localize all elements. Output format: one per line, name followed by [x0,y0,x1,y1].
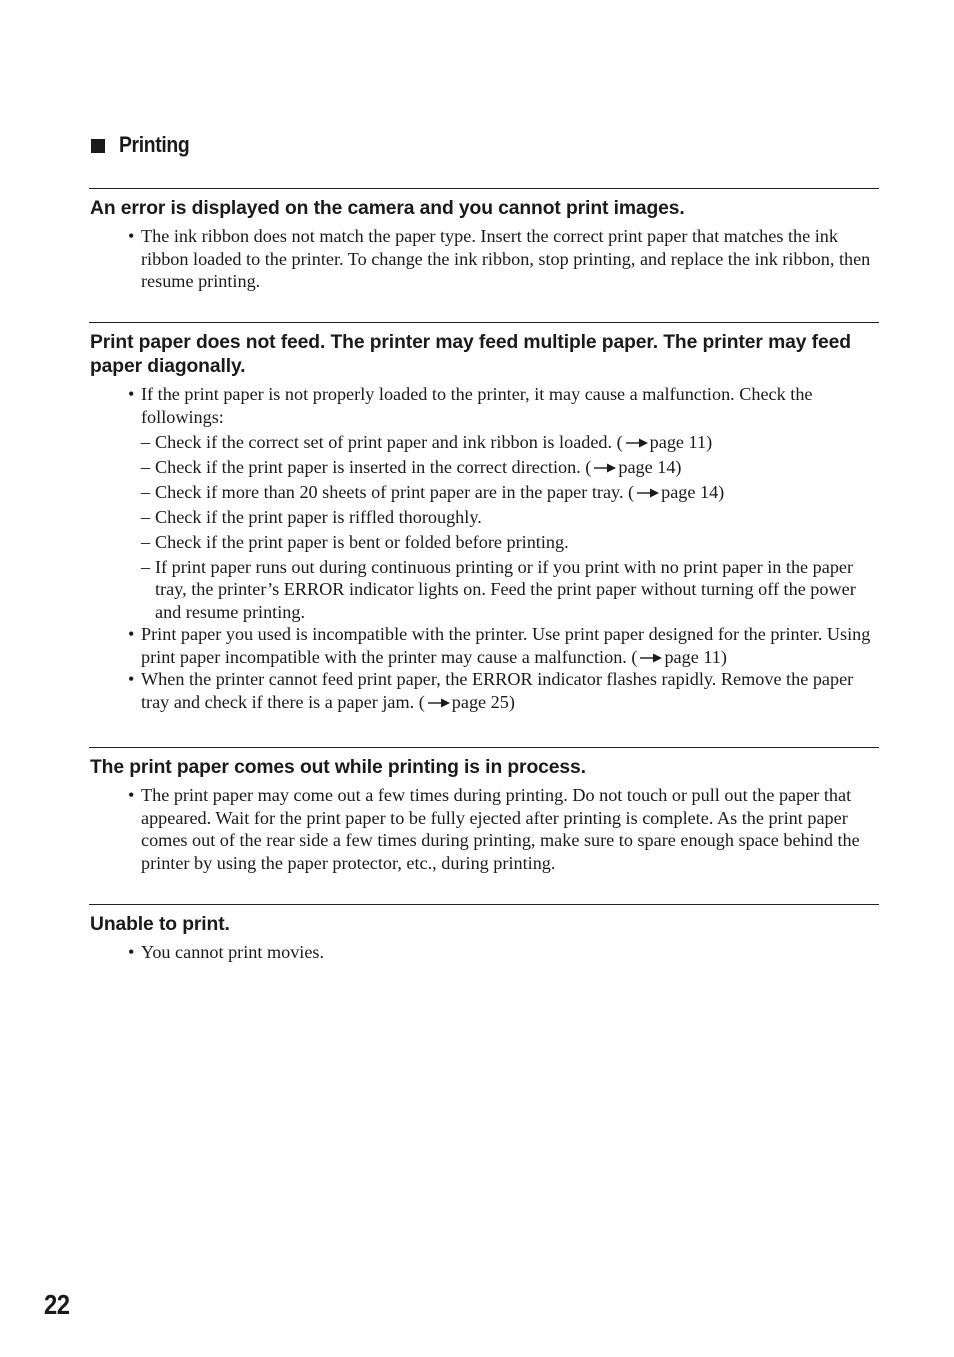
divider [89,904,879,905]
section-title: Printing [119,132,190,157]
list-item [89,383,879,428]
page-reference: page 11) [664,646,727,667]
bullet-marker: • [128,942,135,962]
dash-marker: – [141,431,151,452]
dash-marker: – [141,506,151,527]
sub-list-item [89,531,879,554]
list-item-text: When the printer cannot feed print paper, the ERROR indicator flashes rapidly. Remove the paper tray and check if there is a paper jam. ( [141,669,854,712]
page-reference: page 14) [618,456,682,477]
block-body [89,784,879,874]
list-item [89,225,879,293]
list-item [89,623,879,668]
troubleshooting-block-paper-not-feed [89,322,879,713]
block-body [89,941,879,964]
bullet-marker: • [128,226,135,246]
list-item-text: Print paper you used is incompatible with the printer. Use print paper designed for the printer. Using print paper incompatible with the printer may cause a malfunction. ( [141,624,871,667]
list-item-text: If print paper runs out during continuous printing or if you print with no print paper in the paper tray, the printer’s ERROR indicator lights on. Feed the print paper without turning off the power and resume printing. [155,556,856,622]
bullet-marker: • [128,669,135,689]
list-item [89,668,879,713]
block-heading: Print paper does not feed. The printer may feed multiple paper. The printer may feed paper diagonally. [90,332,851,377]
right-arrow-icon [636,487,660,499]
dash-marker: – [141,456,151,477]
list-item-text: Check if the correct set of print paper and ink ribbon is loaded. ( [155,431,623,452]
dash-marker: – [141,531,151,552]
right-arrow-icon [625,437,649,449]
list-item [89,941,879,964]
sub-list-item [89,506,879,529]
right-arrow-icon [593,462,617,474]
dash-marker: – [141,556,151,577]
divider [89,322,879,323]
sub-list-item [89,456,879,479]
block-heading: The print paper comes out while printing is in process. [90,757,586,778]
block-heading: An error is displayed on the camera and you cannot print images. [90,198,685,219]
page-reference: page 11) [649,431,713,452]
section-header [91,130,199,160]
right-arrow-icon [639,652,663,664]
right-arrow-icon [427,697,451,709]
block-body [89,383,879,713]
list-item-text: Check if the print paper is inserted in the correct direction. ( [155,456,592,477]
dash-marker: – [141,481,151,502]
list-item-text: Check if the print paper is bent or folded before printing. [155,531,569,552]
list-item-text: You cannot print movies. [141,942,325,962]
troubleshooting-block-unable-to-print [89,904,879,964]
page-number: 22 [44,1289,70,1320]
sub-list-item [89,481,879,504]
list-item-text: Check if more than 20 sheets of print paper are in the paper tray. ( [155,481,635,502]
list-item-text: The ink ribbon does not match the paper type. Insert the correct print paper that matches the ink ribbon loaded to the printer. To change the ink ribbon, stop printing, and replace the ink ribbon, then resume printing. [141,226,871,291]
bullet-marker: • [128,624,135,644]
list-item [89,784,879,874]
list-item-text: Check if the print paper is riffled thoroughly. [155,506,482,527]
page-reference: page 25) [451,691,515,712]
bullet-marker: • [128,785,135,805]
sub-list-item [89,431,879,454]
bullet-marker: • [128,384,135,404]
divider [89,747,879,748]
page-reference: page 14) [661,481,725,502]
block-heading: Unable to print. [90,914,230,935]
list-item-text: If the print paper is not properly loaded to the printer, it may cause a malfunction. Check the followings: [141,384,813,427]
divider [89,188,879,189]
block-body [89,225,879,293]
sub-list-item [89,556,879,624]
list-item-text: The print paper may come out a few times during printing. Do not touch or pull out the paper that appeared. Wait for the print paper to be fully ejected after printing is complete. As the print paper comes out of the rear side a few times during printing, make sure to spare enough space behind the printer by using the paper protector, etc., during printing. [141,785,860,873]
filled-square-icon [91,139,105,153]
troubleshooting-block-error-displayed [89,188,879,293]
troubleshooting-block-paper-comes-out [89,747,879,874]
